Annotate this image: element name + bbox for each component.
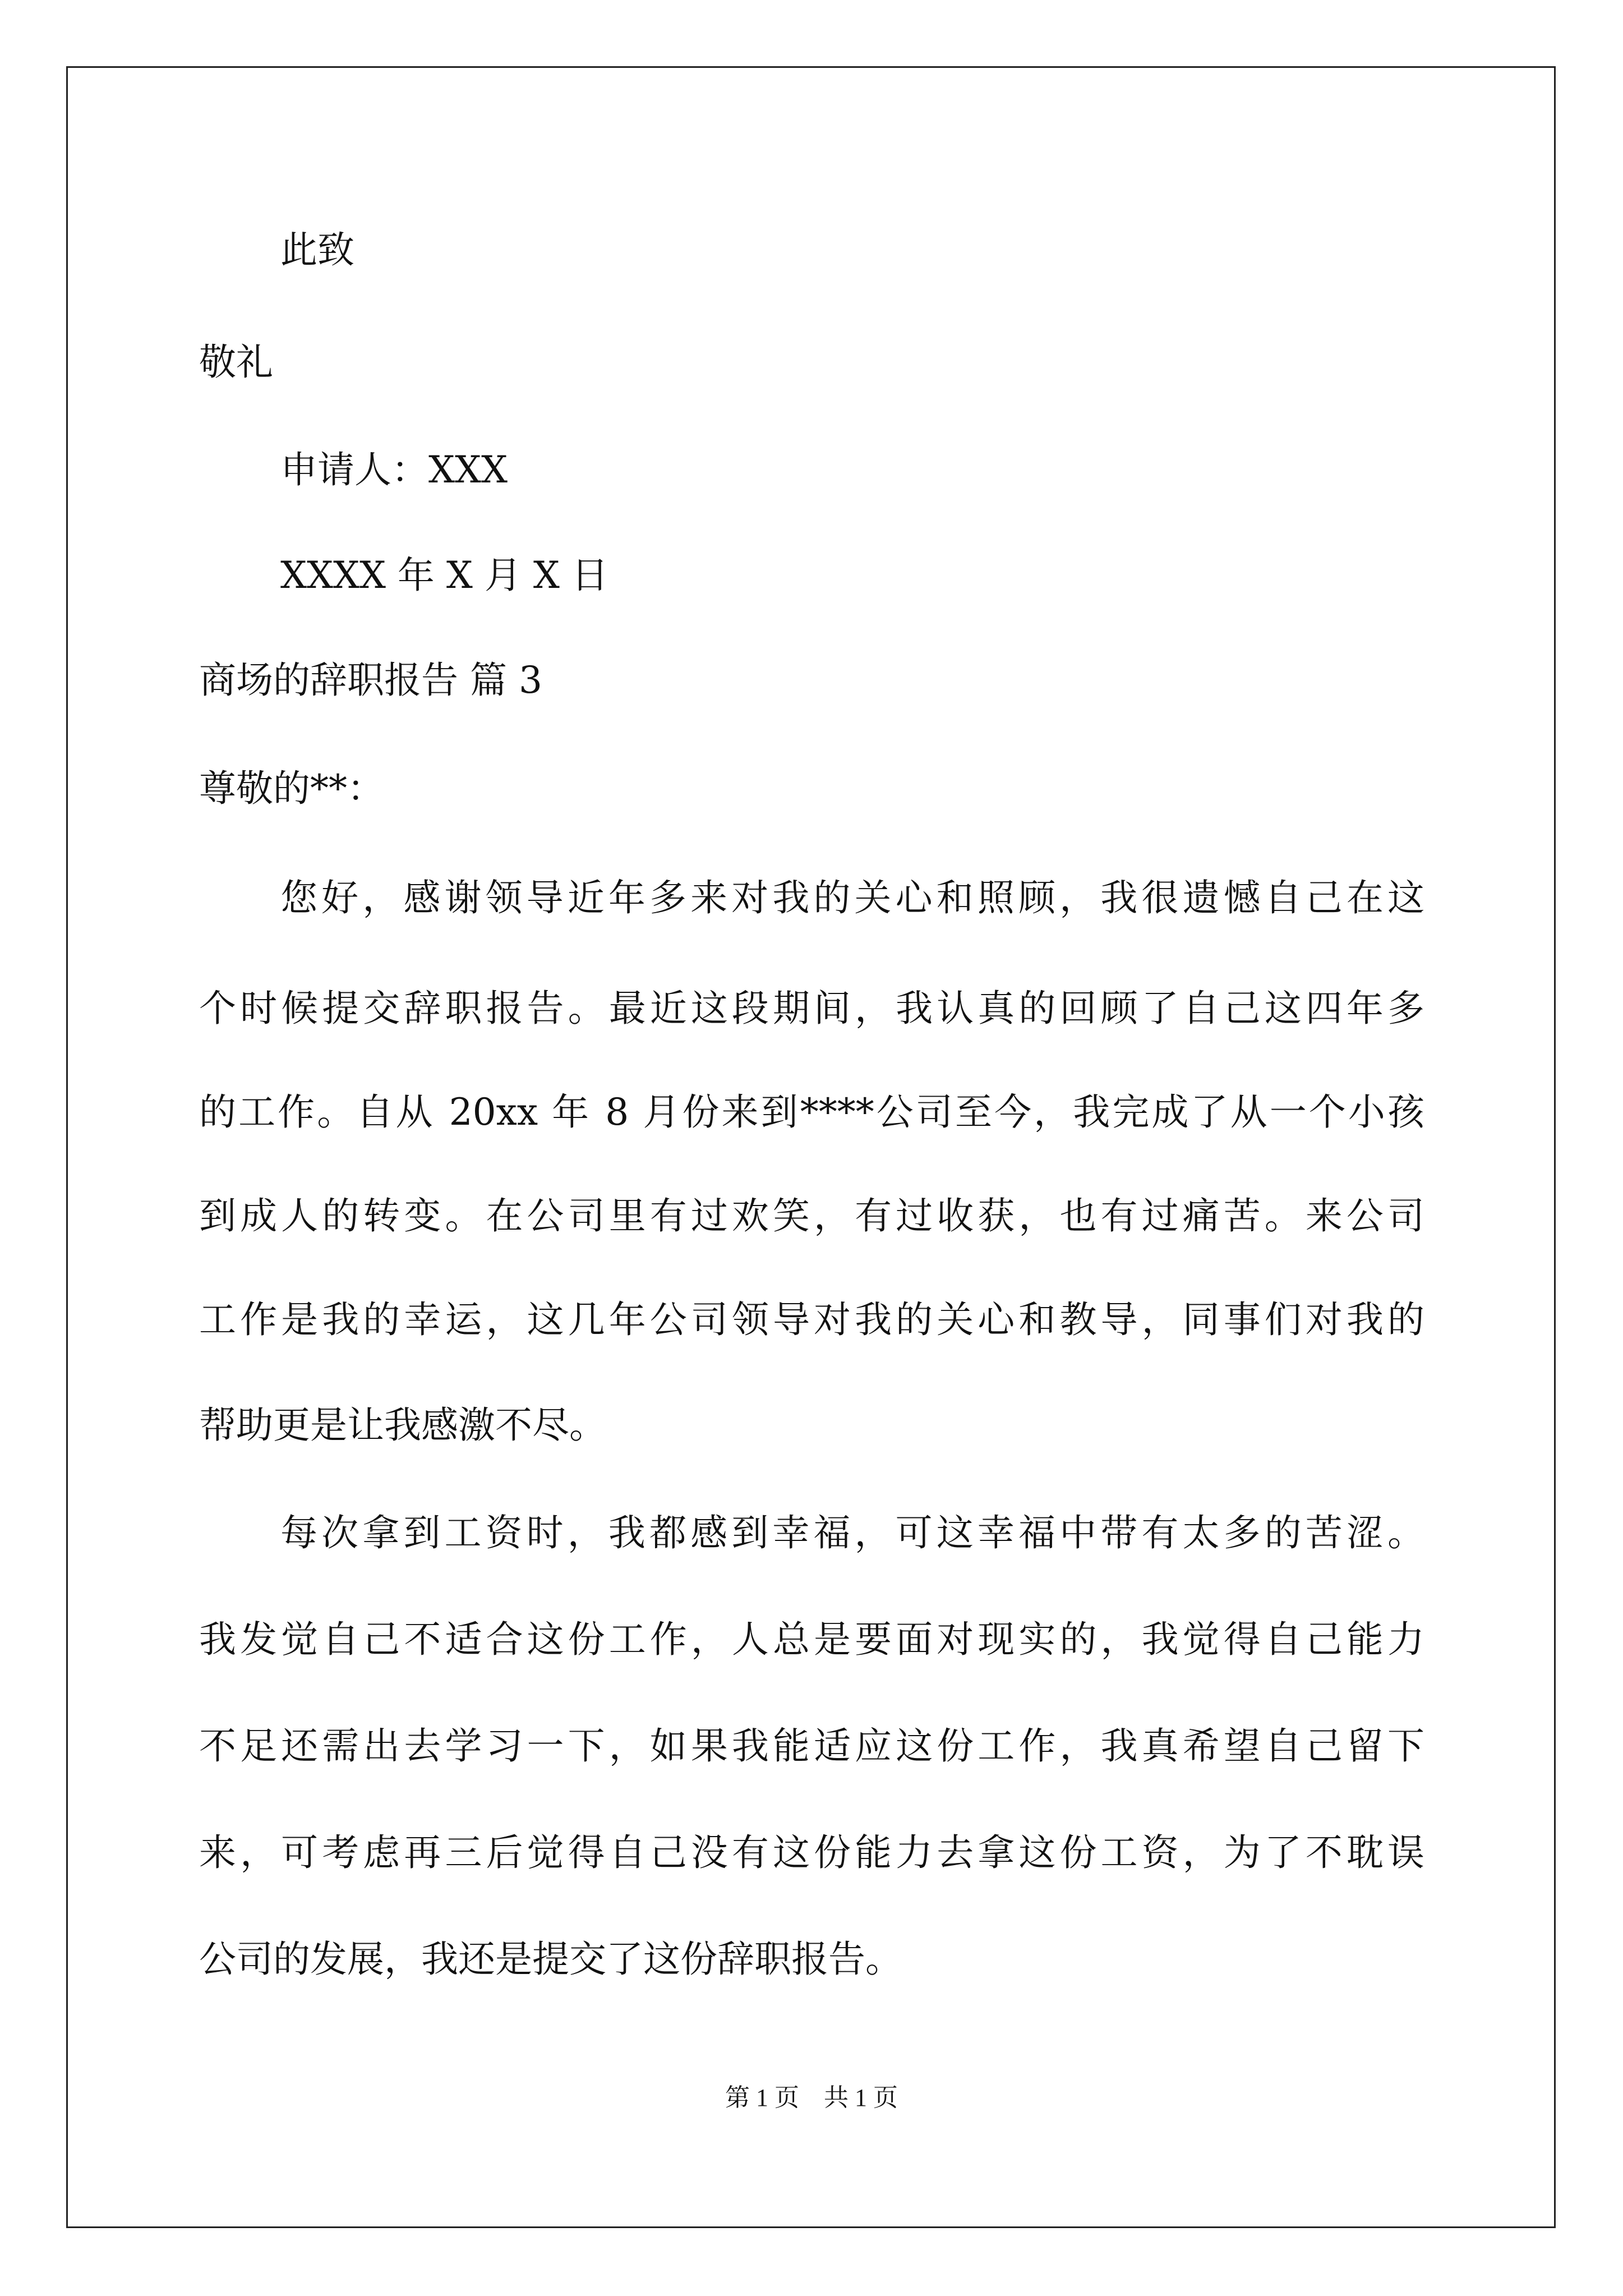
paragraph-line: 帮助更是让我感激不尽。 [199,1404,606,1447]
page-footer: 第 1 页 共 1 页 [725,2084,898,2111]
paragraph-line: 个时候提交辞职报告。最近这段期间，我认真的回顾了自己这四年多 [199,987,1424,1030]
date-line: XXXX 年 X 月 X 日 [280,554,608,597]
paragraph-line: 来，可考虑再三后觉得自己没有这份能力去拿这份工资，为了不耽误 [199,1831,1424,1874]
closing-jing-li: 敬礼 [199,341,273,384]
paragraph-line: 不足还需出去学习一下，如果我能适应这份工作，我真希望自己留下 [199,1724,1424,1768]
applicant-line: 申请人：XXX [280,448,508,491]
paragraph-line: 工作是我的幸运，这几年公司领导对我的关心和教导，同事们对我的 [199,1298,1424,1341]
closing-ci-zhi: 此致 [280,228,354,272]
paragraph-line: 到成人的转变。在公司里有过欢笑，有过收获，也有过痛苦。来公司 [199,1194,1424,1237]
page-border [66,66,1556,2228]
paragraph-line: 的工作。自从 20xx 年 8 月份来到****公司至今，我完成了从一个小孩 [199,1091,1424,1134]
salutation: 尊敬的**： [199,767,384,810]
section-title: 商场的辞职报告 篇 3 [199,659,542,702]
paragraph-line: 公司的发展，我还是提交了这份辞职报告。 [199,1938,902,1981]
paragraph-line: 我发觉自己不适合这份工作，人总是要面对现实的，我觉得自己能力 [199,1618,1424,1661]
paragraph-line: 每次拿到工资时，我都感到幸福，可这幸福中带有太多的苦涩。 [280,1511,1424,1554]
paragraph-line: 您好，感谢领导近年多来对我的关心和照顾，我很遗憾自己在这 [280,876,1424,919]
